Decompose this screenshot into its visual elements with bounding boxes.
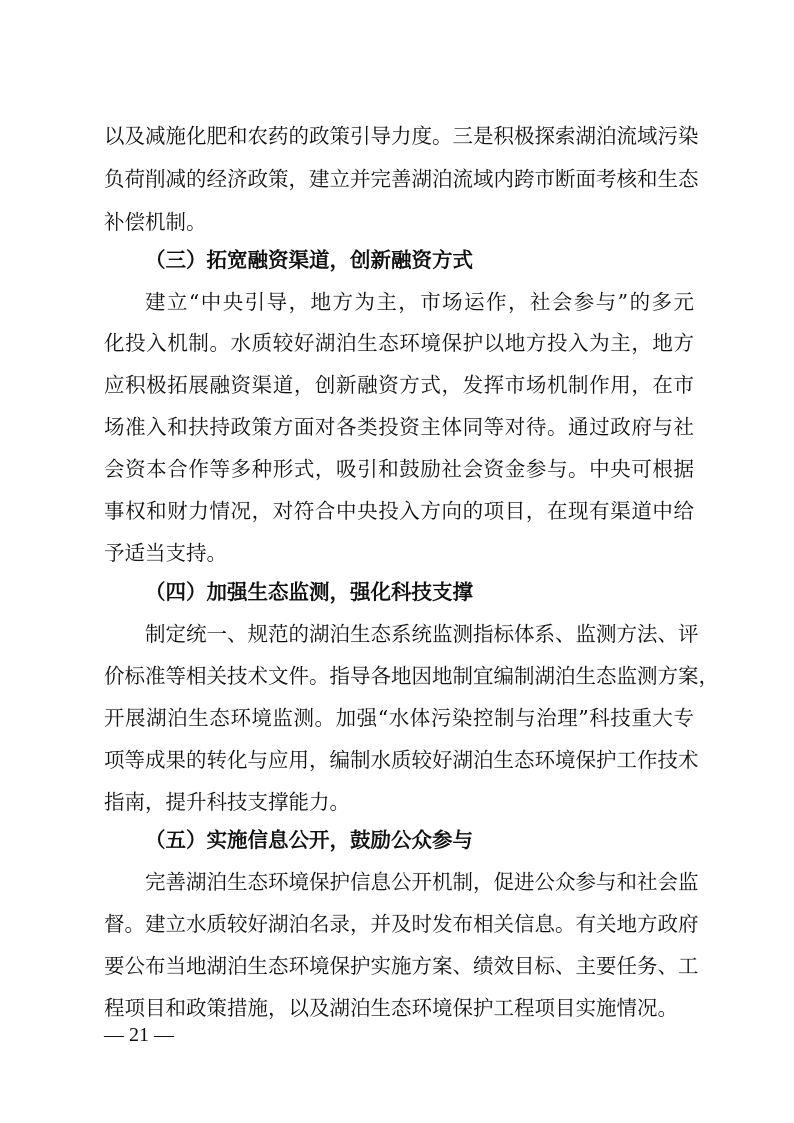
section-heading: （四）加强生态监测，强化科技支撑 xyxy=(145,580,473,604)
paragraph-line: 督。建立水质较好湖泊名录，并及时发布相关信息。有关地方政府 xyxy=(104,912,699,936)
paragraph-line: 价标准等相关技术文件。指导各地因地制宜编制湖泊生态监测方案， xyxy=(104,664,719,688)
paragraph-line: 化投入机制。水质较好湖泊生态环境保护以地方投入为主，地方 xyxy=(104,331,694,355)
paragraph-line: 应积极拓展融资渠道，创新融资方式，发挥市场机制作用，在市 xyxy=(104,373,694,397)
paragraph-line: 开展湖泊生态环境监测。加强“水体污染控制与治理”科技重大专 xyxy=(104,706,694,730)
section-heading: （五）实施信息公开，鼓励公众参与 xyxy=(145,828,473,852)
section-heading: （三）拓宽融资渠道，创新融资方式 xyxy=(145,248,473,272)
paragraph-line: 建立“中央引导，地方为主，市场运作，社会参与”的多元 xyxy=(145,290,694,314)
paragraph-line: 场准入和扶持政策方面对各类投资主体同等对待。通过政府与社 xyxy=(104,415,694,439)
paragraph-line: 负荷削减的经济政策，建立并完善湖泊流域内跨市断面考核和生态 xyxy=(104,167,699,191)
paragraph-line: 制定统一、规范的湖泊生态系统监测指标体系、监测方法、评 xyxy=(145,622,699,646)
paragraph-line: 以及减施化肥和农药的政策引导力度。三是积极探索湖泊流域污染 xyxy=(104,124,699,148)
paragraph-line: 会资本合作等多种形式，吸引和鼓励社会资金参与。中央可根据 xyxy=(104,457,694,481)
paragraph-line: 指南，提升科技支撑能力。 xyxy=(104,790,350,814)
page-number: — 21 — xyxy=(104,1024,174,1046)
paragraph-line: 项等成果的转化与应用，编制水质较好湖泊生态环境保护工作技术 xyxy=(104,748,699,772)
paragraph-line: 程项目和政策措施，以及湖泊生态环境保护工程项目实施情况。 xyxy=(104,996,678,1020)
paragraph-line: 事权和财力情况，对符合中央投入方向的项目，在现有渠道中给 xyxy=(104,499,694,523)
paragraph-line: 要公布当地湖泊生态环境保护实施方案、绩效目标、主要任务、工 xyxy=(104,954,699,978)
paragraph-line: 补偿机制。 xyxy=(104,210,207,234)
paragraph-line: 予适当支持。 xyxy=(104,541,227,565)
paragraph-line: 完善湖泊生态环境保护信息公开机制，促进公众参与和社会监 xyxy=(145,870,699,894)
